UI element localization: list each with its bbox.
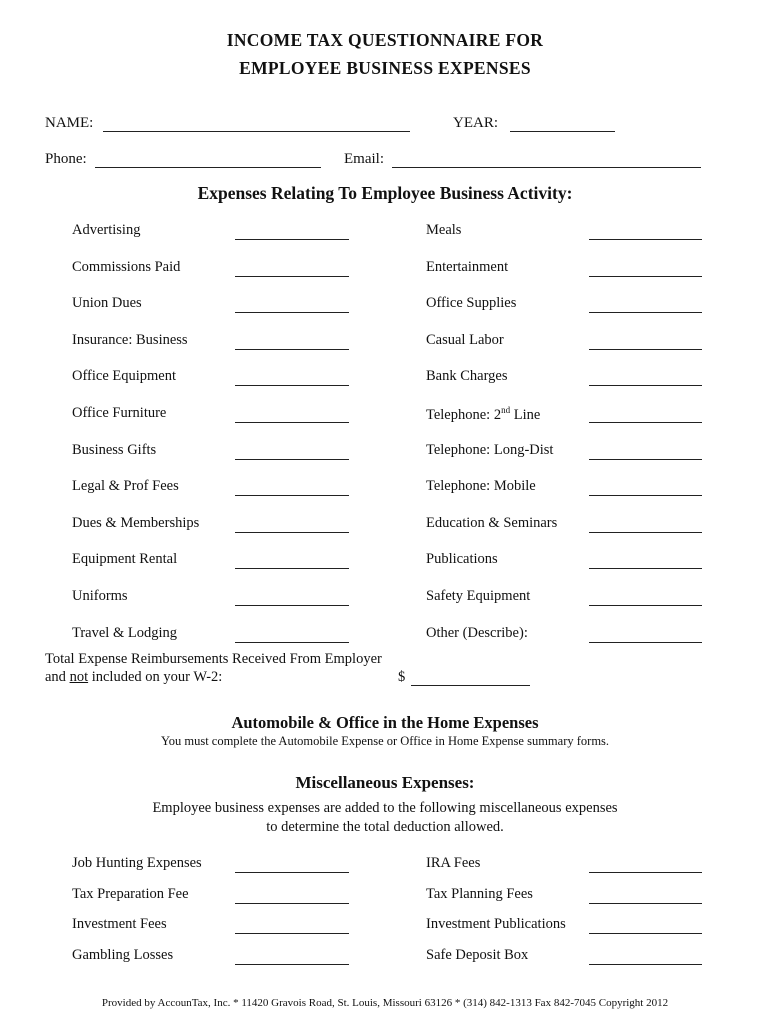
label-other-describe: Other (Describe): — [426, 624, 528, 641]
reimbursement-label-line1: Total Expense Reimbursements Received From Employer — [45, 651, 382, 667]
label-telephone-long-dist: Telephone: Long-Dist — [426, 441, 554, 458]
amount-field-safe-deposit-box[interactable] — [589, 964, 702, 965]
business-row — [0, 588, 770, 610]
label-safety-equipment: Safety Equipment — [426, 588, 531, 604]
amount-field-advertising[interactable] — [235, 239, 349, 240]
label-equipment-rental: Equipment Rental — [72, 551, 178, 568]
amount-field-office-equipment[interactable] — [235, 385, 349, 386]
misc-row — [0, 947, 770, 969]
label-tax-planning-fees: Tax Planning Fees — [426, 885, 533, 902]
business-row — [0, 405, 770, 427]
amount-field-equipment-rental[interactable] — [235, 568, 349, 569]
amount-field-telephone-2[interactable] — [589, 422, 702, 423]
label-union-dues: Union Dues — [72, 295, 142, 312]
email-field[interactable] — [392, 167, 701, 168]
business-row — [0, 222, 770, 244]
amount-field-other-describe[interactable] — [589, 642, 702, 643]
auto-office-note: You must complete the Automobile Expense or Office in Home Expense summary forms. — [160, 734, 610, 748]
amount-field-ira-fees[interactable] — [589, 872, 702, 873]
label-bank-charges: Bank Charges — [426, 368, 508, 385]
business-row — [0, 515, 770, 537]
business-row — [0, 332, 770, 354]
amount-field-tax-preparation-fee[interactable] — [235, 903, 349, 904]
misc-desc-line2: to determine the total deduction allowed. — [266, 819, 504, 835]
label-insurance-business: Insurance: Business — [72, 331, 188, 348]
misc-row — [0, 855, 770, 877]
amount-field-office-supplies[interactable] — [589, 312, 702, 313]
name-field[interactable] — [103, 131, 410, 132]
label-office-supplies: Office Supplies — [426, 295, 517, 312]
auto-office-heading: Automobile & Office in the Home Expenses — [231, 713, 539, 732]
amount-field-publications[interactable] — [589, 568, 702, 569]
label-commissions-paid: Commissions Paid — [72, 258, 181, 275]
label-meals: Meals — [426, 222, 462, 238]
amount-field-tax-planning-fees[interactable] — [589, 903, 702, 904]
label-tax-preparation-fee: Tax Preparation Fee — [72, 885, 189, 902]
label-job-hunting-expenses: Job Hunting Expenses — [72, 855, 202, 871]
form-title-line2: EMPLOYEE BUSINESS EXPENSES — [239, 58, 531, 78]
amount-field-job-hunting-expenses[interactable] — [235, 872, 349, 873]
not-underlined: not — [69, 669, 89, 685]
business-row — [0, 295, 770, 317]
business-expenses-heading: Expenses Relating To Employee Business Activity: — [197, 183, 573, 203]
label-office-equipment: Office Equipment — [72, 368, 177, 385]
amount-field-telephone-long-dist[interactable] — [589, 459, 702, 460]
label-legal-prof-fees: Legal & Prof Fees — [72, 478, 179, 495]
amount-field-bank-charges[interactable] — [589, 385, 702, 386]
dollar-sign: $ — [398, 669, 406, 685]
label-office-furniture: Office Furniture — [72, 405, 167, 421]
label-safe-deposit-box: Safe Deposit Box — [426, 946, 529, 963]
amount-field-casual-labor[interactable] — [589, 349, 702, 350]
amount-field-investment-fees[interactable] — [235, 933, 349, 934]
misc-desc-line1: Employee business expenses are added to the following miscellaneous expenses — [152, 800, 618, 816]
amount-field-investment-publications[interactable] — [589, 933, 702, 934]
business-row — [0, 259, 770, 281]
business-row — [0, 478, 770, 500]
amount-field-meals[interactable] — [589, 239, 702, 240]
reimbursement-label-line2: and not included on your W-2: — [45, 669, 223, 685]
misc-row — [0, 916, 770, 938]
amount-field-insurance-business[interactable] — [235, 349, 349, 350]
amount-field-business-gifts[interactable] — [235, 459, 349, 460]
business-row — [0, 551, 770, 573]
misc-expenses-heading: Miscellaneous Expenses: — [295, 773, 475, 792]
label-investment-fees: Investment Fees — [72, 916, 167, 932]
label-investment-publications: Investment Publications — [426, 916, 566, 932]
amount-field-entertainment[interactable] — [589, 276, 702, 277]
amount-field-safety-equipment[interactable] — [589, 605, 702, 606]
name-label: NAME: — [45, 115, 94, 131]
reimbursement-amount-field[interactable] — [411, 685, 530, 686]
label-gambling-losses: Gambling Losses — [72, 946, 174, 963]
amount-field-commissions-paid[interactable] — [235, 276, 349, 277]
misc-row — [0, 886, 770, 908]
label-ira-fees: IRA Fees — [426, 855, 481, 871]
label-publications: Publications — [426, 551, 498, 568]
amount-field-legal-prof-fees[interactable] — [235, 495, 349, 496]
business-row — [0, 368, 770, 390]
label-entertainment: Entertainment — [426, 258, 509, 275]
amount-field-telephone-mobile[interactable] — [589, 495, 702, 496]
amount-field-education-seminars[interactable] — [589, 532, 702, 533]
amount-field-union-dues[interactable] — [235, 312, 349, 313]
business-row — [0, 625, 770, 647]
year-field[interactable] — [510, 131, 615, 132]
form-title-line1: INCOME TAX QUESTIONNAIRE FOR — [226, 30, 544, 50]
label-advertising: Advertising — [72, 222, 141, 238]
email-label: Email: — [344, 151, 384, 167]
amount-field-gambling-losses[interactable] — [235, 964, 349, 965]
label-telephone-mobile: Telephone: Mobile — [426, 478, 536, 495]
phone-label: Phone: — [45, 151, 87, 167]
label-education-seminars: Education & Seminars — [426, 514, 558, 531]
label-telephone-2: Telephone: 2nd Line — [426, 405, 541, 423]
year-label: YEAR: — [453, 115, 498, 131]
amount-field-uniforms[interactable] — [235, 605, 349, 606]
amount-field-travel-lodging[interactable] — [235, 642, 349, 643]
footer-text: Provided by AccounTax, Inc. * 11420 Gravois Road, St. Louis, Missouri 63126 * (314) 842-1313 Fax 842-7045 Copyright 2012 — [101, 997, 669, 1009]
label-casual-labor: Casual Labor — [426, 331, 504, 348]
label-uniforms: Uniforms — [72, 588, 128, 604]
amount-field-dues-memberships[interactable] — [235, 532, 349, 533]
phone-field[interactable] — [95, 167, 321, 168]
label-dues-memberships: Dues & Memberships — [72, 514, 200, 531]
label-travel-lodging: Travel & Lodging — [72, 624, 177, 641]
amount-field-office-furniture[interactable] — [235, 422, 349, 423]
label-business-gifts: Business Gifts — [72, 441, 157, 458]
business-row — [0, 442, 770, 464]
